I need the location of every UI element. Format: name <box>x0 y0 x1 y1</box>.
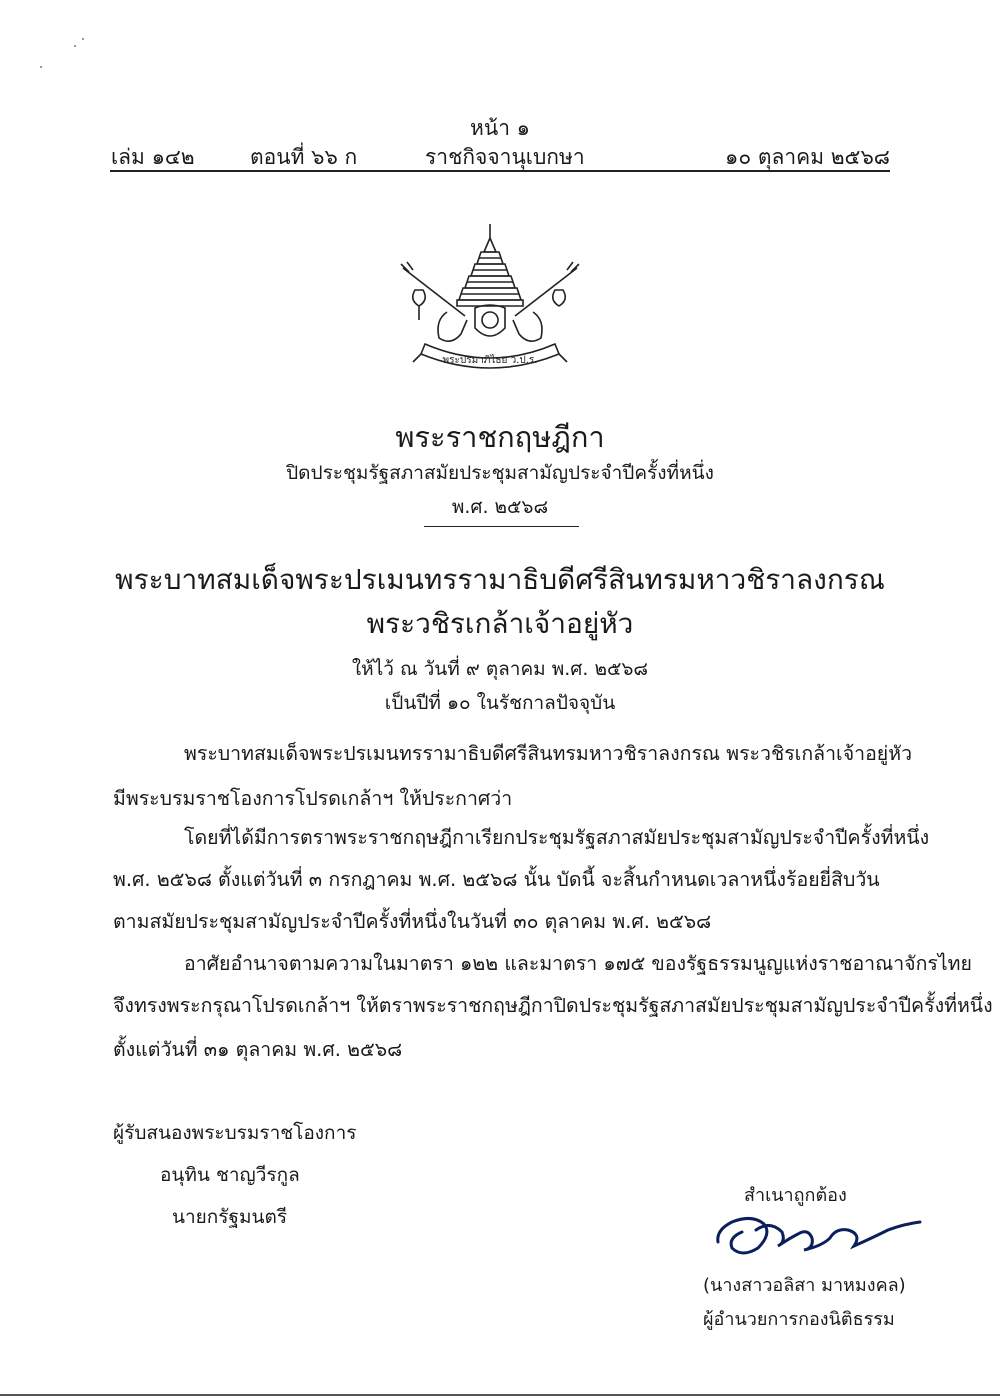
page-number: หน้า ๑ <box>470 116 530 140</box>
decree-title: พระราชกฤษฎีกา <box>395 420 605 454</box>
scan-speck <box>74 45 76 47</box>
given-date: ให้ไว้ ณ วันที่ ๙ ตุลาคม พ.ศ. ๒๕๖๘ <box>351 658 649 680</box>
countersign-heading: ผู้รับสนองพระบรมราชโองการ <box>113 1122 357 1144</box>
reign-year: เป็นปีที่ ๑๐ ในรัชกาลปัจจุบัน <box>384 692 616 714</box>
certifier-name: (นางสาวอลิสา มาหมงคล) <box>703 1275 906 1296</box>
royal-emblem-icon <box>395 220 585 380</box>
paragraph-3-line-3: ตั้งแต่วันที่ ๓๑ ตุลาคม พ.ศ. ๒๕๖๘ <box>113 1038 403 1061</box>
paragraph-2-line-1: โดยที่ได้มีการตราพระราชกฤษฎีกาเรียกประชุมรัฐสภาสมัยประชุมสามัญประจำปีครั้งที่หนึ่ง <box>184 826 930 849</box>
volume-label: เล่ม ๑๔๒ <box>111 145 195 169</box>
scan-speck <box>82 38 84 40</box>
section-label: ตอนที่ ๖๖ ก <box>250 145 358 169</box>
certified-copy-label: สำเนาถูกต้อง <box>744 1185 847 1206</box>
handwritten-signature <box>712 1208 924 1258</box>
emblem-ribbon-text: พระปรมาภิไธย ว.ป.ร. <box>442 355 538 366</box>
header-date: ๑๐ ตุลาคม ๒๕๖๘ <box>725 145 890 169</box>
scan-edge <box>0 1394 1000 1396</box>
decree-year: พ.ศ. ๒๕๖๘ <box>451 496 549 518</box>
paragraph-3-line-1: อาศัยอำนาจตามความในมาตรา ๑๒๒ และมาตรา ๑๗๕ ของรัฐธรรมนูญแห่งราชอาณาจักรไทย <box>184 952 972 975</box>
paragraph-3-line-2: จึงทรงพระกรุณาโปรดเกล้าฯ ให้ตราพระราชกฤษฎีกาปิดประชุมรัฐสภาสมัยประชุมสามัญประจำปีครั้งที่หนึ่ง <box>113 994 993 1017</box>
paragraph-2-line-3: ตามสมัยประชุมสามัญประจำปีครั้งที่หนึ่งในวันที่ ๓๐ ตุลาคม พ.ศ. ๒๕๖๘ <box>113 910 712 933</box>
countersign-name: อนุทิน ชาญวีรกูล <box>160 1164 300 1186</box>
gazette-name: ราชกิจจานุเบกษา <box>425 145 585 169</box>
certifier-position: ผู้อำนวยการกองนิติธรรม <box>703 1309 895 1330</box>
paragraph-1-line-1: พระบาทสมเด็จพระปรเมนทรรามาธิบดีศรีสินทรมหาวชิราลงกรณ พระวชิรเกล้าเจ้าอยู่หัว <box>184 742 913 765</box>
king-name-line-1: พระบาทสมเด็จพระปรเมนทรรามาธิบดีศรีสินทรมหาวชิราลงกรณ <box>115 563 885 596</box>
header-rule <box>110 170 890 172</box>
decree-subtitle: ปิดประชุมรัฐสภาสมัยประชุมสามัญประจำปีครั้งที่หนึ่ง <box>286 462 714 484</box>
king-name-line-2: พระวชิรเกล้าเจ้าอยู่หัว <box>366 607 634 640</box>
paragraph-2-line-2: พ.ศ. ๒๕๖๘ ตั้งแต่วันที่ ๓ กรกฎาคม พ.ศ. ๒๕๖๘ นั้น บัดนี้ จะสิ้นกำหนดเวลาหนึ่งร้อยยี่สิบวัน <box>113 868 880 891</box>
scan-speck <box>40 66 42 68</box>
countersign-position: นายกรัฐมนตรี <box>172 1206 288 1228</box>
title-divider <box>424 526 579 527</box>
paragraph-1-line-2: มีพระบรมราชโองการโปรดเกล้าฯ ให้ประกาศว่า <box>113 787 513 810</box>
